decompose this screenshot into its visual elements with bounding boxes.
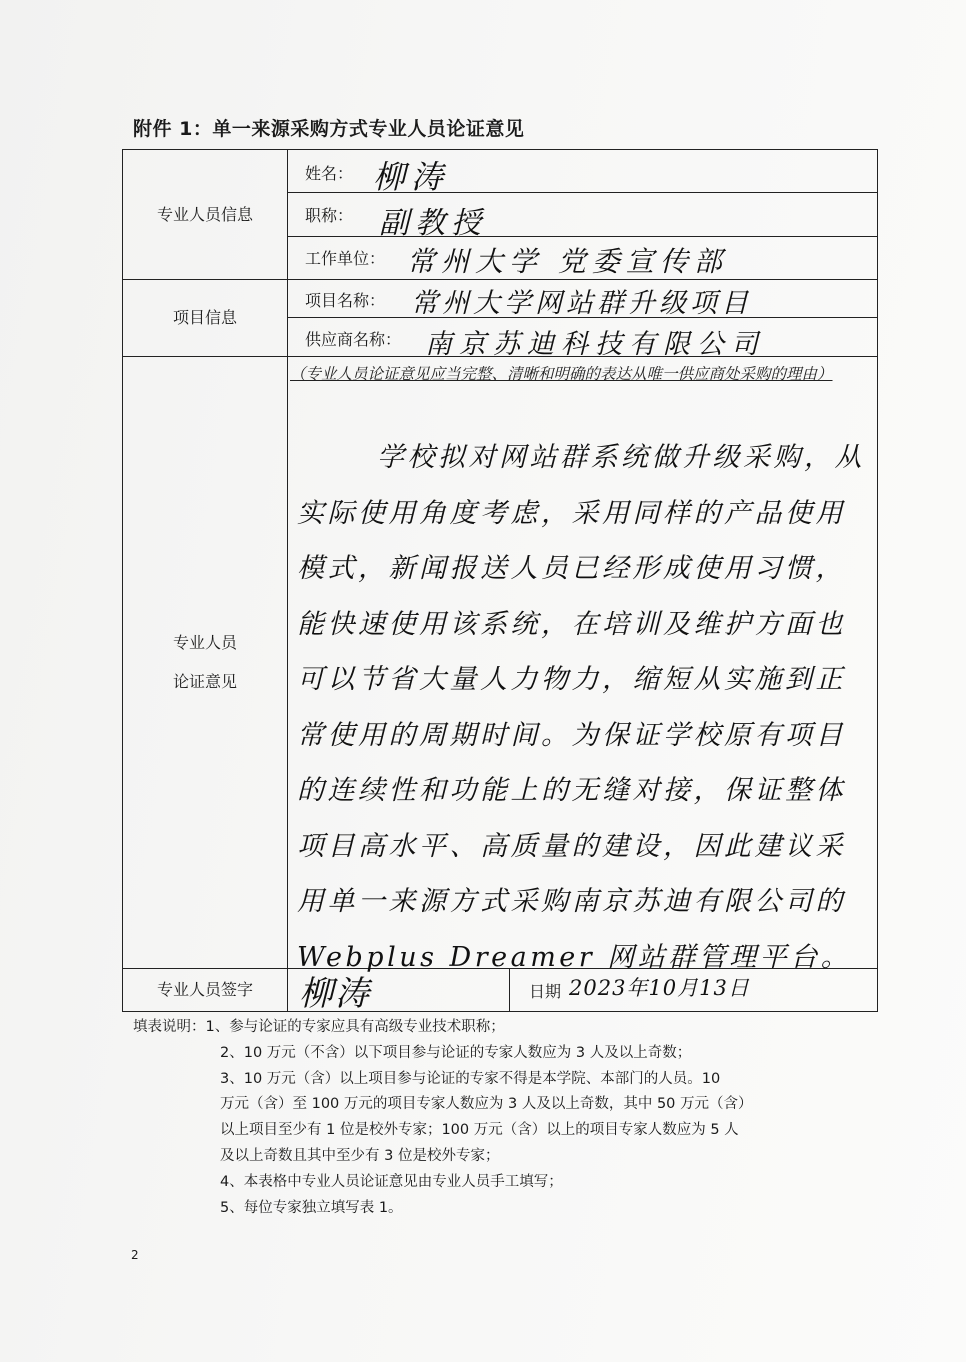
form-notes [133,1015,833,1221]
section-label-signature: 专业人员签字 [156,980,253,999]
row-divider [287,236,877,237]
page-number: 2 [131,1248,139,1262]
note-line: 填表说明：1、参与论证的专家应具有高级专业技术职称； [133,1019,505,1035]
section-label-opinion-1: 专业人员 [172,633,237,652]
title-label: 职称： [305,206,354,225]
signature-name: 柳涛 [299,974,371,1014]
project-name-label: 项目名称： [305,291,386,310]
project-name-value: 常州大学网站群升级项目 [411,288,752,319]
note-line: 5、每位专家独立填写表 1。 [220,1199,403,1216]
note-line: 4、本表格中专业人员论证意见由专业人员手工填写； [220,1173,563,1190]
date-value: 2023年10月13日 [569,976,750,1000]
note-line: 3、10 万元（含）以上项目参与论证的专家不得是本学院、本部门的人员。10 [220,1070,721,1087]
unit-label: 工作单位： [305,249,386,268]
supplier-label: 供应商名称： [305,330,402,349]
section-label-project: 项目信息 [172,308,237,327]
unit-value: 常州大学 党委宣传部 [407,245,728,278]
section-label-personnel: 专业人员信息 [156,205,253,224]
supplier-value: 南京苏迪科技有限公司 [425,329,765,360]
certification-form [122,149,878,1012]
opinion-text: 学校拟对网站群系统做升级采购，从实际使用角度考虑，采用同样的产品使用模式，新闻报送人员已经形成使用习惯，能快速使用该系统，在培训及维护方面也可以节省大量人力物力，缩短从实施到正常使用的周期时间。为保证学校原有项目的连续性和功能上的无缝对接，保证整体项目高水平、高质量的建设，因此建议采用单一来源方式采购南京苏迪有限公司的 Webplus Dreamer 网站群管理平台。 [297,442,865,973]
note-line: 2、10 万元（不含）以下项目参与论证的专家人数应为 3 人及以上奇数； [220,1044,692,1061]
section-label-opinion-2: 论证意见 [172,672,237,691]
note-line: 以上项目至少有 1 位是校外专家；100 万元（含）以上的项目专家人数应为 5 人 [220,1122,739,1139]
title-value: 副教授 [379,206,487,241]
date-label: 日期 [529,982,562,1001]
opinion-hint: （专业人员论证意见应当完整、清晰和明确的表达从唯一供应商处采购的理由） [290,365,833,383]
note-line: 万元（含）至 100 万元的项目专家人数应为 3 人及以上奇数，其中 50 万元（含） [220,1096,753,1113]
note-line: 及以上奇数且其中至少有 3 位是校外专家； [220,1147,500,1164]
name-label: 姓名： [305,164,354,183]
name-value: 柳涛 [373,158,450,196]
page-title: 附件 1：单一来源采购方式专业人员论证意见 [133,118,525,140]
